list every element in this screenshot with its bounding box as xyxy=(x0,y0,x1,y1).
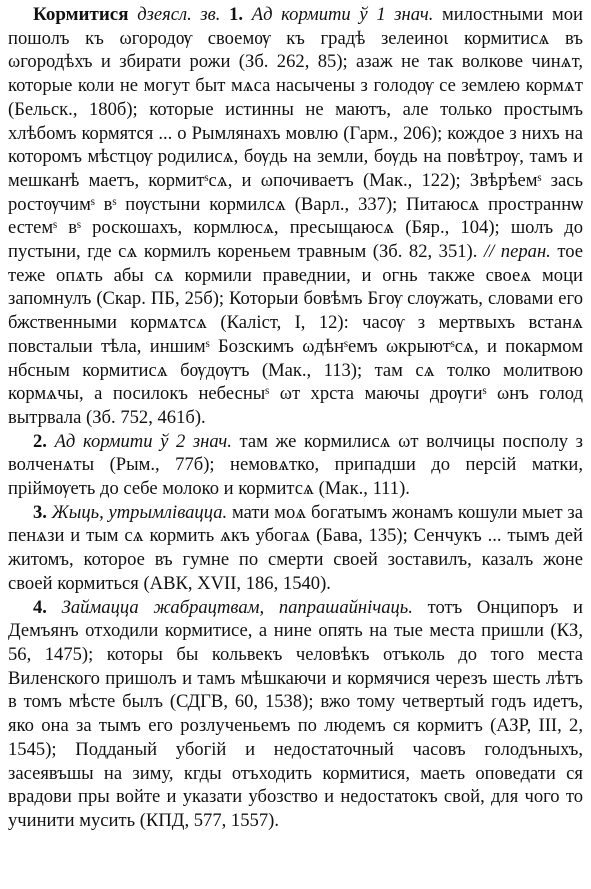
sense-1-citations-a: милостными мои пошолъ къ ωгородѹ своемѹ къ градѣ зелеиноι кормитисѧ въ ωгородѣхъ и збирати рожи (Зб. 262, 85); азаж не так волкове чинѧт, которые коли не могут быт мѧса насычены з голодѹ се землею кормѧт (Бельск., 180б); которые истинны не маютъ, але только простымъ хлѣбомъ кормятся ... о Рымлянахъ мовлю (Гарм., 206); кождое з нихъ на которомъ мѣстцѹ родилисѧ, бѹдь на земли, бѹдь на повѣтрѹ, тамъ и мешканѣ маетъ, кормитˢсѧ, и ωпочиваетъ (Мак., 122); Звѣрѣемˢ зась ростѹчимˢ вˢ пѹстыни кормилсѧ (Варл., 337); Питаюсѧ пространнѡ естемˢ вˢ роскошахъ, кормлюсѧ, пресыщаюсѧ (Бяр., 104); шолъ до пустыни, где сѧ кормилъ кореньем травным (Зб. 82, 351). xyxy=(8,4,584,263)
sense-4-citations: тотъ Онципоръ и Демъянъ отходили кормитисе, а нине опять на тые места пришли (КЗ, 56, 1475); которы бы кольвекъ человѣкъ отъколь до того места Виленского пришолъ и тамъ мѣшкаючи и кормячися черезъ шесть лѣтъ в томъ мѣсте былъ (СДГВ, 60, 1538); вжо тому четвертый годъ идетъ, яко она за тымъ его розлученьемъ по людемъ ся кормитъ (АЗР, III, 2, 1545); Подданый убогій и недостаточный часовъ голодъныхъ, засеявъшы на зиму, кгды отъходить кормитися, маеть оповедати ся врадови пры войте и указати убозство и недостатокъ свой, для чого то учинити мусить (КПД, 577, 1557). xyxy=(8,596,583,831)
sense-1-number: 1. xyxy=(229,4,244,25)
sense-1-definition: Ад кормити ў 1 знач. xyxy=(251,4,434,25)
sense-4-definition: Займацца жабрацтвам, папрашайнічаць. xyxy=(61,596,413,618)
entry-sense-1 xyxy=(8,3,583,430)
sense-3-number: 3. xyxy=(33,501,47,523)
figurative-label: // перан. xyxy=(483,241,551,263)
sense-4-number: 4. xyxy=(33,596,47,618)
sense-3-definition: Жыць, утрымлівацца. xyxy=(51,501,228,523)
grammar-label: дзеясл. зв. xyxy=(137,4,221,25)
entry-sense-4 xyxy=(8,596,583,833)
sense-1-citations-b: тое теже опѧть абы сѧ кормили праведнии, и огнь также своеѧ моци запомнулъ (Скар. ПБ, 25б); Которыи бовѣмъ Бгѹ слѹжать, словами его бжственными кормѧтсѧ (Каліст, I, 12): часѹ з мертвыхъ встанѧ повсталыи тѣла, иншимˢ Бозскимъ ωдѣнˢемъ ωкрыютˢсѧ, и покармом нбсным кормитисѧ бѹдѹтъ (Мак., 113); там сѧ толко молитвою кормѧчы, а посилокъ небесныˢ ωт хрста маючы дрѹгиˢ ωнъ голод вытрвала (Зб. 752, 461б). xyxy=(8,241,584,428)
entry-sense-2 xyxy=(8,430,583,501)
sense-2-definition: Ад кормити ў 2 знач. xyxy=(54,430,232,452)
entry-sense-3 xyxy=(8,501,583,596)
sense-2-number: 2. xyxy=(33,430,47,452)
sense-2-citations: там же кормилисѧ ωт волчицы посполу з волченѧты (Рым., 77б); немовѧтко, припадши до персій матки, пріймѹеть до себе молоко и кормитсѧ (Мак., 111). xyxy=(8,430,583,500)
headword: Кормитися xyxy=(33,4,129,25)
sense-3-citations: мати моѧ богатымъ жонамъ кошули мыет за пенѧзи и тым сѧ кормить ѧкъ убогаѧ (Бава, 135); Сенчукъ ... тымъ дей житомъ, которое въ гумне по смерти своей зоставилъ, казалъ жоне своей кормиться (АВК, XVII, 186, 1540). xyxy=(8,501,583,594)
